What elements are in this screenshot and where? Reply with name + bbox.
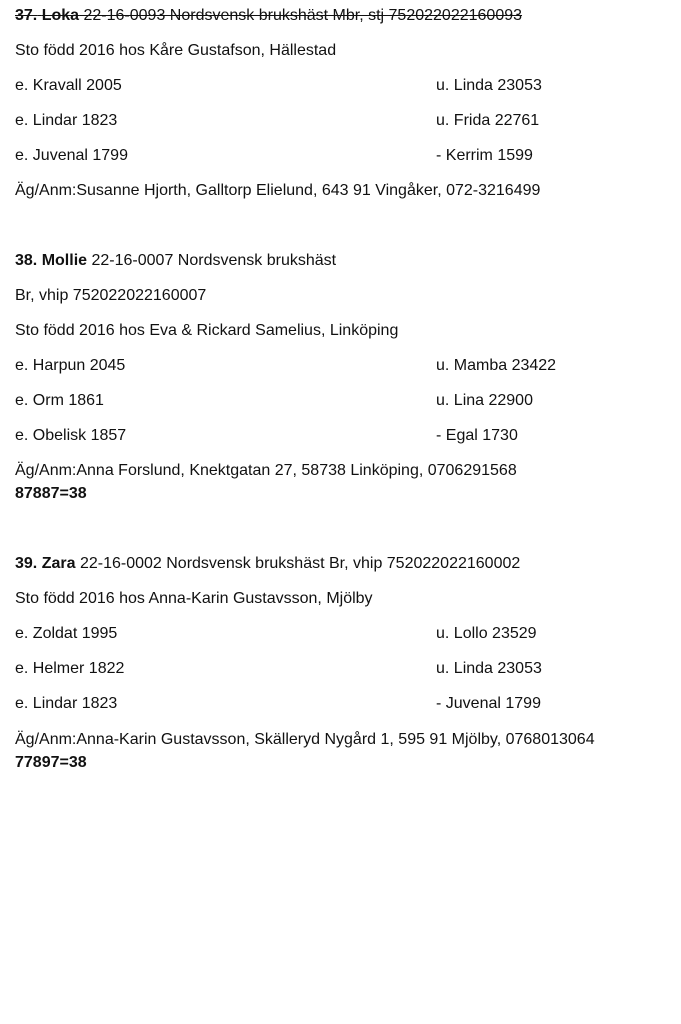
entry-39-score: 77897=38 <box>15 754 87 771</box>
entry-38-pedigree-3-right: - Egal 1730 <box>436 427 518 444</box>
entry-39-name: Zara <box>41 555 76 572</box>
entry-39-header-rest: 22-16-0002 Nordsvensk brukshäst Br, vhip 752022022160002 <box>79 555 521 572</box>
entry-37-pedigree-2-right: u. Frida 22761 <box>436 112 540 129</box>
entry-39-pedigree-3-left: e. Lindar 1823 <box>15 695 118 712</box>
entry-39-pedigree-2-right: u. Linda 23053 <box>436 660 542 677</box>
entry-39-pedigree-2-left: e. Helmer 1822 <box>15 660 125 677</box>
entry-38-header-rest: 22-16-0007 Nordsvensk brukshäst <box>91 252 337 269</box>
entry-37-header-rest: 22-16-0093 Nordsvensk brukshäst Mbr, stj 752022022160093 <box>83 7 523 24</box>
entry-37-pedigree-3-left: e. Juvenal 1799 <box>15 147 128 164</box>
entry-37-born: Sto född 2016 hos Kåre Gustafson, Hällestad <box>15 42 337 59</box>
entry-37-header <box>15 6 522 26</box>
entry-38-header <box>15 251 336 271</box>
entry-38-header-line2: Br, vhip 752022022160007 <box>15 287 207 304</box>
entry-37-owner: Äg/Anm:Susanne Hjorth, Galltorp Elielund, 643 91 Vingåker, 072-3216499 <box>15 182 541 199</box>
entry-37-dam: u. Linda 23053 <box>436 77 542 94</box>
entry-39-pedigree-3-right: - Juvenal 1799 <box>436 695 541 712</box>
entry-38-name: Mollie <box>41 252 88 269</box>
entry-39-number: 39. <box>15 555 38 572</box>
entry-39-dam: u. Lollo 23529 <box>436 625 537 642</box>
entry-38-owner: Äg/Anm:Anna Forslund, Knektgatan 27, 58738 Linköping, 0706291568 <box>15 462 517 479</box>
entry-38-sire: e. Harpun 2045 <box>15 357 126 374</box>
entry-37-sire: e. Kravall 2005 <box>15 77 122 94</box>
entry-38-number: 38. <box>15 252 38 269</box>
entry-39-owner: Äg/Anm:Anna-Karin Gustavsson, Skälleryd Nygård 1, 595 91 Mjölby, 0768013064 <box>15 731 595 748</box>
entry-39-header <box>15 554 520 574</box>
entry-37-pedigree-2-left: e. Lindar 1823 <box>15 112 118 129</box>
entry-37-name: Loka <box>41 7 80 24</box>
entry-39-born: Sto född 2016 hos Anna-Karin Gustavsson, Mjölby <box>15 590 373 607</box>
entry-38-pedigree-3-left: e. Obelisk 1857 <box>15 427 127 444</box>
entry-37-number: 37. <box>15 7 38 24</box>
entry-38-score: 87887=38 <box>15 485 87 502</box>
entry-37-pedigree-3-right: - Kerrim 1599 <box>436 147 533 164</box>
entry-39-sire: e. Zoldat 1995 <box>15 625 118 642</box>
entry-38-pedigree-2-right: u. Lina 22900 <box>436 392 533 409</box>
entry-38-born: Sto född 2016 hos Eva & Rickard Samelius, Linköping <box>15 322 399 339</box>
entry-38-dam: u. Mamba 23422 <box>436 357 557 374</box>
entry-38-pedigree-2-left: e. Orm 1861 <box>15 392 104 409</box>
